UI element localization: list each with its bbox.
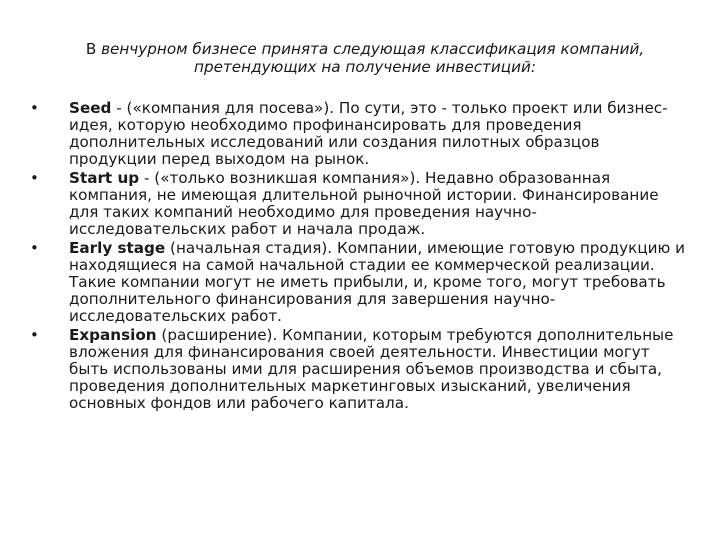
bullet-icon: • bbox=[30, 239, 39, 257]
heading-italic-text: венчурном бизнесе принята следующая классификация компаний, претендующих на получение инвестиций: bbox=[101, 40, 645, 76]
item-description: - («компания для посева»). По сути, это - только проект или бизнес-идея, которую необходимо профинансировать для проведения дополнительных исследований или создания пилотных образцов продукции перед выходом на рынок. bbox=[69, 99, 668, 168]
classification-list bbox=[30, 100, 690, 412]
heading-lead: В bbox=[85, 40, 102, 58]
slide-heading bbox=[40, 40, 690, 76]
list-item-start-up bbox=[30, 170, 690, 238]
item-term: Expansion bbox=[69, 326, 157, 344]
bullet-icon: • bbox=[30, 169, 39, 187]
bullet-icon: • bbox=[30, 99, 39, 117]
list-item-early-stage bbox=[30, 240, 690, 325]
item-description: (расширение). Компании, которым требуются дополнительные вложения для финансирования своей деятельности. Инвестиции могут быть использованы ими для расширения объемов производства и сбыта, проведения дополнительных маркетинговых изысканий, увеличения основных фондов или рабочего капитала. bbox=[69, 326, 674, 412]
item-description: - («только возникшая компания»). Недавно образованная компания, не имеющая длительной рыночной истории. Финансирование для таких компаний необходимо для проведения научно-исследовательских работ и начала продаж. bbox=[69, 169, 659, 238]
list-item-seed bbox=[30, 100, 690, 168]
item-term: Start up bbox=[69, 169, 140, 187]
item-term: Early stage bbox=[69, 239, 166, 257]
bullet-icon: • bbox=[30, 326, 39, 344]
item-description: (начальная стадия). Компании, имеющие готовую продукцию и находящиеся на самой начальной стадии ее коммерческой реализации. Такие компании могут не иметь прибыли, и, кроме того, могут требовать дополнительного финансирования для завершения научно-исследовательских работ. bbox=[69, 239, 686, 325]
item-term: Seed bbox=[69, 99, 112, 117]
list-item-expansion bbox=[30, 327, 690, 412]
